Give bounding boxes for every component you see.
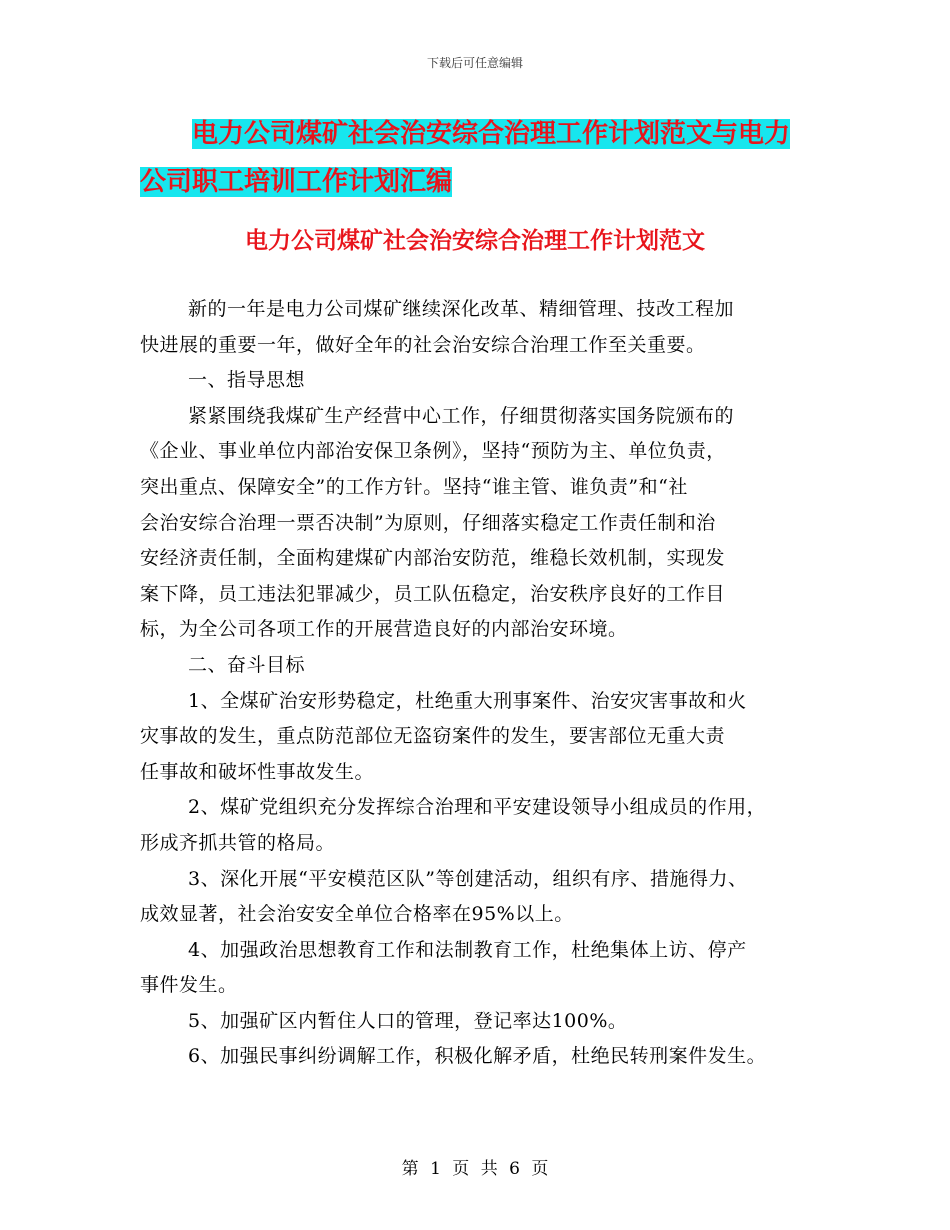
body-line: 新的一年是电力公司煤矿继续深化改革、精细管理、技改工程加 [188,298,735,320]
body-line: 紧紧围绕我煤矿生产经营中心工作，仔细贯彻落实国务院颁布的 [188,404,735,427]
document-title [140,110,820,206]
header-note: 下载后可任意编辑 [426,56,523,70]
body-line: 1、全煤矿治安形势稳定，杜绝重大刑事案件、治安灾害事故和火 [188,689,747,712]
section-heading-goals: 二、奋斗目标 [188,653,306,676]
body-line: 突出重点、保障安全”的工作方针。坚持“谁主管、谁负责”和“社 [140,475,688,498]
body-line: 3、深化开展“平安模范区队”等创建活动，组织有序、措施得力、 [188,867,748,890]
body-line: 4、加强政治思想教育工作和法制教育工作，杜绝集体上访、停产 [188,938,747,961]
body-line: 灾事故的发生，重点防范部位无盗窃案件的发生，要害部位无重大责 [140,725,726,748]
body-line: 快进展的重要一年，做好全年的社会治安综合治理工作至关重要。 [140,333,706,356]
title-line-1-text: 电力公司煤矿社会治安综合治理工作计划范文与电力 [192,119,791,149]
body-line: 6、加强民事纠纷调解工作，积极化解矛盾，杜绝民转刑案件发生。 [188,1045,767,1068]
body-line: 安经济责任制，全面构建煤矿内部治安防范，维稳长效机制，实现发 [140,547,726,570]
title-line-2 [140,158,820,206]
section-title: 电力公司煤矿社会治安综合治理工作计划范文 [245,228,705,254]
body-line: 形成齐抓共管的格局。 [140,831,336,854]
title-line-2-text: 公司职工培训工作计划汇编 [140,167,453,197]
section-heading-guiding-thought: 一、指导思想 [188,369,306,392]
page-number-footer: 第 1 页 共 6 页 [401,1159,549,1179]
body-line: 会治安综合治理一票否决制”为原则，仔细落实稳定工作责任制和治 [140,511,716,534]
title-line-1 [140,110,820,158]
body-line: 事件发生。 [140,974,238,997]
body-line: 案下降，员工违法犯罪减少，员工队伍稳定，治安秩序良好的工作目 [140,582,726,605]
body-line: 标，为全公司各项工作的开展营造良好的内部治安环境。 [140,618,628,641]
body-line: 5、加强矿区内暂住人口的管理，登记率达100%。 [188,1009,628,1032]
body-line: 2、煤矿党组织充分发挥综合治理和平安建设领导小组成员的作用， [188,796,767,819]
body-line: 成效显著，社会治安安全单位合格率在95%以上。 [140,903,574,926]
body-text [140,292,815,1075]
body-line: 《企业、事业单位内部治安保卫条例》，坚持“预防为主、单位负责， [140,440,726,463]
body-line: 任事故和破坏性事故发生。 [140,760,375,783]
